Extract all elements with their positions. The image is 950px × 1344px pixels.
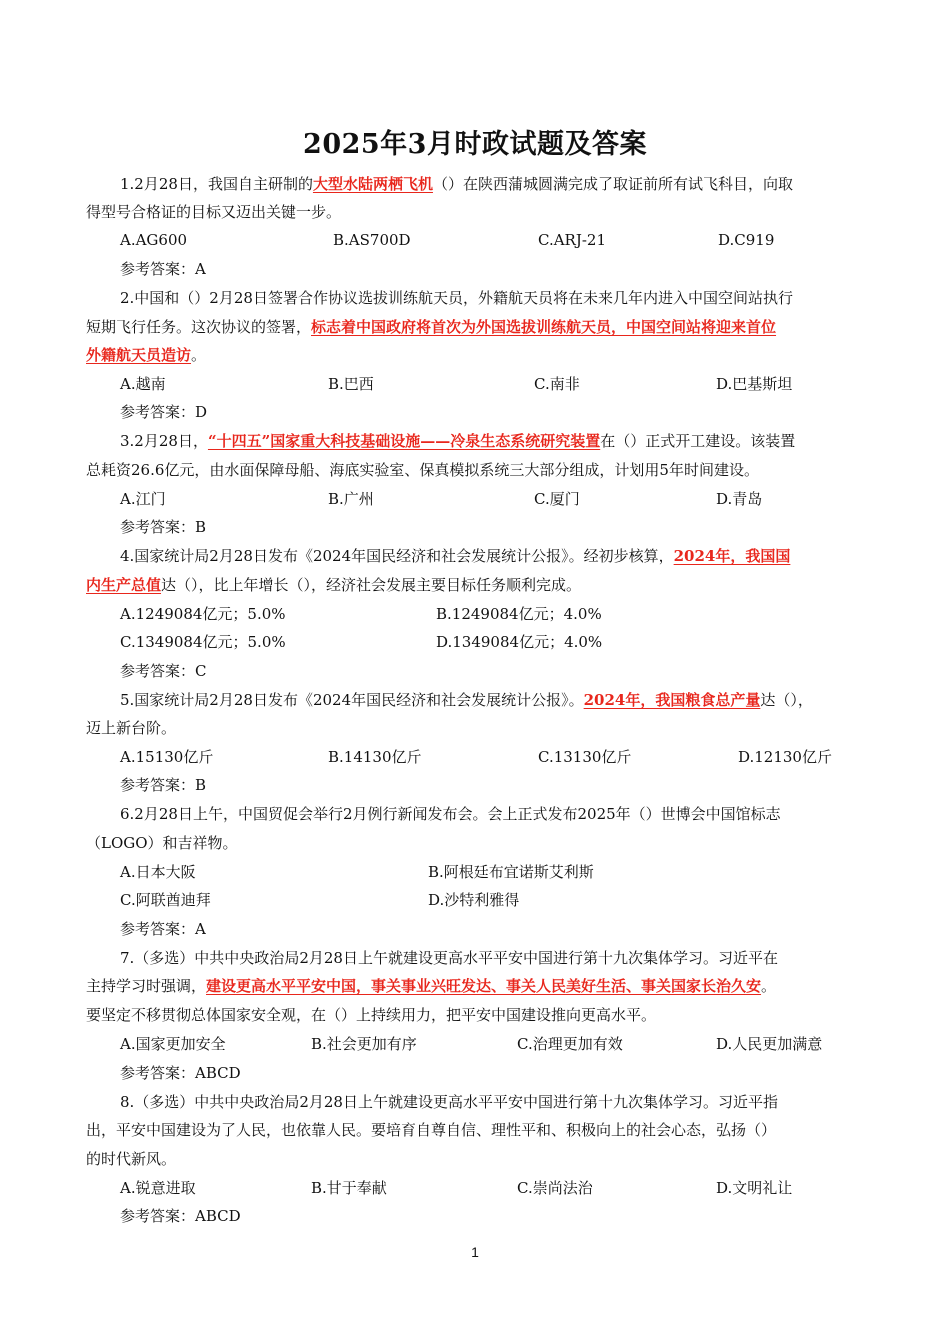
question-4-line-1: 4.国家统计局2月28日发布《2024年国民经济和社会发展统计公报》。经初步核算，2024年，我国国 bbox=[120, 547, 791, 565]
option-c: C.阿联酋迪拜 bbox=[120, 891, 211, 909]
option-a: A.AG600 bbox=[120, 231, 188, 249]
answer: 参考答案：ABCD bbox=[120, 1207, 241, 1225]
answer: 参考答案：A bbox=[120, 920, 206, 938]
option-c: C.1349084亿元；5.0% bbox=[120, 633, 286, 651]
highlight-text: “十四五”国家重大科技基础设施——冷泉生态系统研究装置 bbox=[207, 432, 601, 450]
option-d: D.C919 bbox=[718, 231, 775, 249]
question-2-line-1: 2.中国和（）2月28日签署合作协议选拔训练航天员，外籍航天员将在未来几年内进入中国空间站执行 bbox=[120, 289, 793, 307]
highlight-text: 标志着中国政府将首次为外国选拔训练航天员，中国空间站将迎来首位 bbox=[311, 318, 777, 336]
question-6-line-1: 6.2月28日上午，中国贸促会举行2月例行新闻发布会。会上正式发布2025年（）世博会中国馆标志 bbox=[120, 805, 781, 823]
highlight-text: 2024年，我国国 bbox=[673, 547, 791, 565]
option-a: A.越南 bbox=[120, 375, 166, 393]
answer: 参考答案：B bbox=[120, 776, 207, 794]
option-b: B.巴西 bbox=[328, 375, 374, 393]
question-8-line-3: 的时代新风。 bbox=[86, 1150, 177, 1168]
highlight-text: 2024年，我国粮食总产量 bbox=[583, 691, 761, 709]
highlight-text: 外籍航天员造访 bbox=[86, 346, 192, 364]
question-7-line-2: 主持学习时强调，建设更高水平平安中国，事关事业兴旺发达、事关人民美好生活、事关国家长治久安。 bbox=[86, 977, 777, 995]
option-c: C.治理更加有效 bbox=[517, 1035, 623, 1053]
option-b: B.阿根廷布宜诺斯艾利斯 bbox=[428, 863, 594, 881]
answer: 参考答案：A bbox=[120, 260, 206, 278]
option-b: B.甘于奉献 bbox=[311, 1179, 387, 1197]
question-1-line-2: 得型号合格证的目标又迈出关键一步。 bbox=[86, 203, 342, 221]
option-d: D.文明礼让 bbox=[716, 1179, 793, 1197]
option-a: A.1249084亿元；5.0% bbox=[120, 605, 286, 623]
question-2-line-3: 外籍航天员造访。 bbox=[86, 346, 207, 364]
question-7-line-1: 7.（多选）中共中央政治局2月28日上午就建设更高水平平安中国进行第十九次集体学习。习近平在 bbox=[120, 949, 778, 967]
question-3-line-2: 总耗资26.6亿元，由水面保障母船、海底实验室、保真模拟系统三大部分组成，计划用5年时间建设。 bbox=[86, 461, 759, 479]
option-b: B.社会更加有序 bbox=[311, 1035, 417, 1053]
highlight-text: 大型水陆两栖飞机 bbox=[312, 175, 433, 193]
option-d: D.青岛 bbox=[716, 490, 763, 508]
option-c: C.ARJ-21 bbox=[538, 231, 607, 249]
question-4-line-2: 内生产总值达（），比上年增长（），经济社会发展主要目标任务顺利完成。 bbox=[86, 576, 582, 594]
question-8-line-2: 出，平安中国建设为了人民，也依靠人民。要培育自尊自信、理性平和、积极向上的社会心态，弘扬（） bbox=[86, 1121, 777, 1139]
answer: 参考答案：C bbox=[120, 662, 207, 680]
question-1-line-1: 1.2月28日，我国自主研制的大型水陆两栖飞机（）在陕西蒲城圆满完成了取证前所有试飞科目，向取 bbox=[120, 175, 793, 193]
option-a: A.国家更加安全 bbox=[120, 1035, 226, 1053]
answer: 参考答案：ABCD bbox=[120, 1064, 241, 1082]
page-title: 2025年3月时政试题及答案 bbox=[303, 129, 647, 160]
page-number: 1 bbox=[471, 1244, 479, 1260]
highlight-text: 建设更高水平平安中国，事关事业兴旺发达、事关人民美好生活、事关国家长治久安 bbox=[206, 977, 762, 995]
option-d: D.巴基斯坦 bbox=[716, 375, 793, 393]
answer: 参考答案：D bbox=[120, 403, 208, 421]
option-b: B.AS700D bbox=[333, 231, 411, 249]
answer: 参考答案：B bbox=[120, 518, 207, 536]
option-b: B.1249084亿元；4.0% bbox=[436, 605, 602, 623]
option-a: A.江门 bbox=[120, 490, 166, 508]
option-d: D.人民更加满意 bbox=[716, 1035, 823, 1053]
option-c: C.厦门 bbox=[534, 490, 580, 508]
highlight-text: 内生产总值 bbox=[86, 576, 162, 594]
question-2-line-2: 短期飞行任务。这次协议的签署，标志着中国政府将首次为外国选拔训练航天员，中国空间站将迎来首位 bbox=[86, 318, 777, 336]
option-d: D.沙特利雅得 bbox=[428, 891, 520, 909]
option-a: A.日本大阪 bbox=[120, 863, 196, 881]
option-b: B.14130亿斤 bbox=[328, 748, 422, 766]
question-3-line-1: 3.2月28日，“十四五”国家重大科技基础设施——冷泉生态系统研究装置在（）正式开工建设。该装置 bbox=[120, 432, 796, 450]
question-8-line-1: 8.（多选）中共中央政治局2月28日上午就建设更高水平平安中国进行第十九次集体学习。习近平指 bbox=[120, 1093, 778, 1111]
question-7-line-3: 要坚定不移贯彻总体国家安全观，在（）上持续用力，把平安中国建设推向更高水平。 bbox=[86, 1006, 657, 1024]
option-c: C.13130亿斤 bbox=[538, 748, 632, 766]
option-a: A.锐意进取 bbox=[120, 1179, 196, 1197]
option-c: C.南非 bbox=[534, 375, 580, 393]
question-5-line-1: 5.国家统计局2月28日发布《2024年国民经济和社会发展统计公报》。2024年，我国粮食总产量达（）， bbox=[120, 691, 813, 709]
question-6-line-2: （LOGO）和吉祥物。 bbox=[86, 834, 238, 852]
option-b: B.广州 bbox=[328, 490, 374, 508]
option-a: A.15130亿斤 bbox=[120, 748, 214, 766]
question-5-line-2: 迈上新台阶。 bbox=[86, 719, 177, 737]
option-c: C.崇尚法治 bbox=[517, 1179, 593, 1197]
option-d: D.12130亿斤 bbox=[738, 748, 832, 766]
option-d: D.1349084亿元；4.0% bbox=[436, 633, 603, 651]
